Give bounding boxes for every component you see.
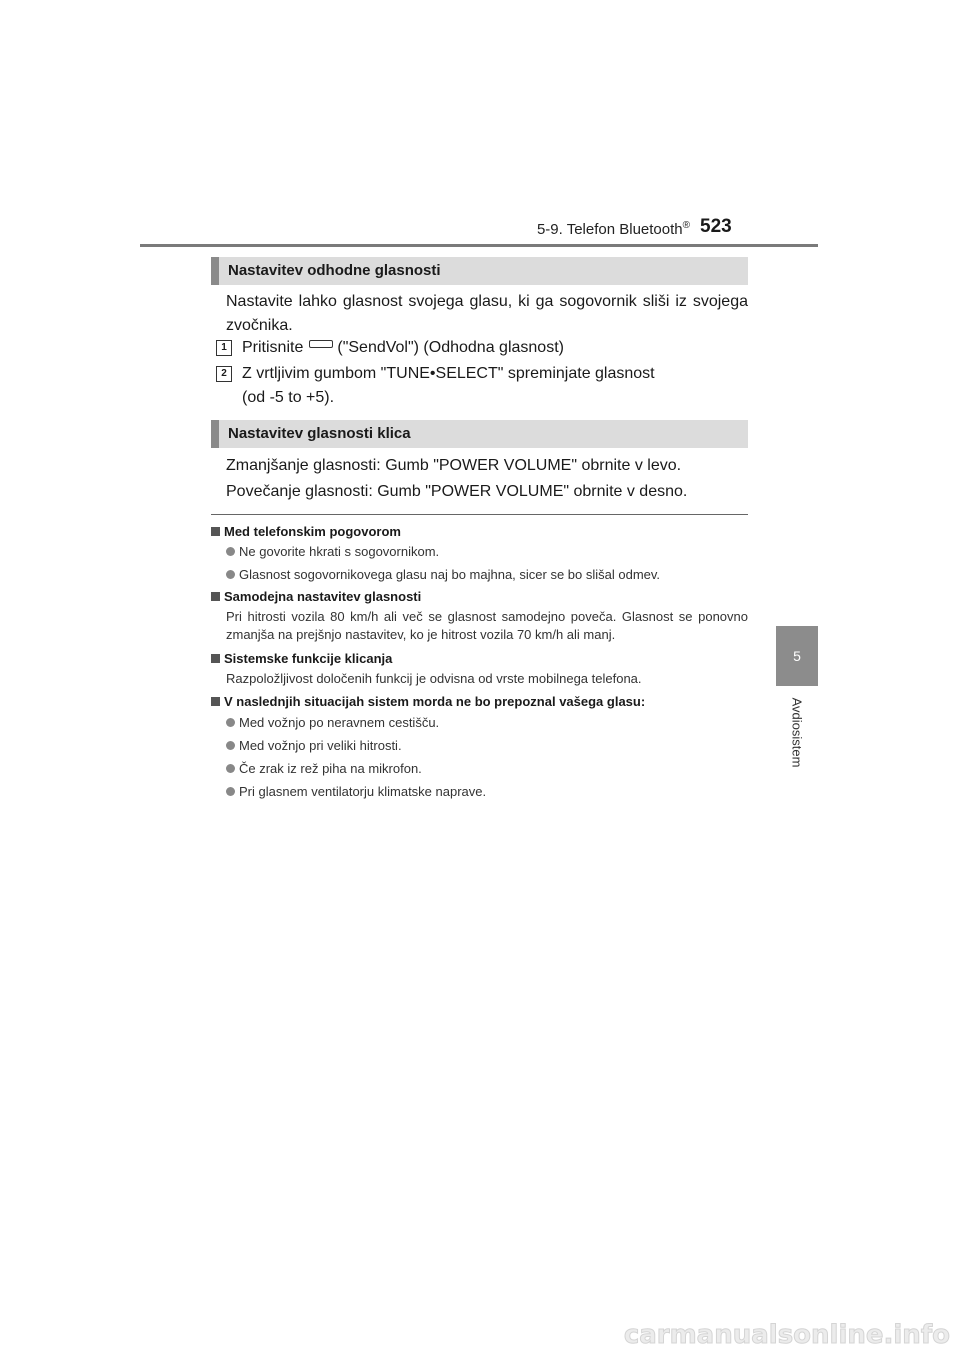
section-heading-call-volume: Nastavitev glasnosti klica bbox=[211, 420, 748, 448]
step-1 bbox=[242, 336, 748, 360]
note-heading-text: Sistemske funkcije klicanja bbox=[224, 651, 393, 666]
watermark-text: carmanualsonline.info bbox=[623, 1320, 950, 1350]
note-heading-text: Samodejna nastavitev glasnosti bbox=[224, 589, 422, 604]
note-bullet-text: Med vožnjo pri veliki hitrosti. bbox=[239, 738, 402, 753]
section-title: 5-9. Telefon Bluetooth bbox=[536, 221, 683, 238]
notes-divider bbox=[211, 514, 748, 515]
header-divider bbox=[140, 244, 818, 247]
square-bullet-icon bbox=[211, 654, 220, 663]
note-bullet-text: Med vožnjo po neravnem cestišču. bbox=[239, 715, 440, 730]
square-bullet-icon bbox=[211, 697, 220, 706]
volume-increase-text: Povečanje glasnosti: Gumb "POWER VOLUME" obrnite v desno. bbox=[226, 483, 688, 500]
step-1-text-after: ("SendVol") (Odhodna glasnost) bbox=[337, 339, 564, 356]
watermark bbox=[560, 1320, 950, 1350]
note-bullet-text: Ne govorite hkrati s sogovornikom. bbox=[239, 544, 440, 559]
note-paragraph: Razpoložljivost določenih funkcij je odvisna od vrste mobilnega telefona. bbox=[226, 671, 642, 686]
step-number-1: 1 bbox=[216, 340, 232, 356]
note-heading bbox=[211, 650, 751, 668]
note-heading-text: Med telefonskim pogovorom bbox=[224, 524, 401, 539]
volume-decrease-text: Zmanjšanje glasnosti: Gumb "POWER VOLUME" obrnite v levo. bbox=[226, 457, 682, 474]
note-heading bbox=[211, 523, 751, 541]
section-intro: Nastavite lahko glasnost svojega glasu, ki ga sogovornik sliši iz svojega zvočnika. bbox=[226, 293, 748, 334]
chapter-tab: 5 bbox=[776, 626, 818, 686]
step-1-text-before: Pritisnite bbox=[242, 339, 304, 356]
chapter-label: Avdiosistem bbox=[789, 697, 805, 767]
note-bullet bbox=[226, 737, 748, 755]
circle-bullet-icon bbox=[226, 764, 235, 773]
circle-bullet-icon bbox=[226, 741, 235, 750]
step-2 bbox=[242, 362, 748, 410]
circle-bullet-icon bbox=[226, 570, 235, 579]
circle-bullet-icon bbox=[226, 718, 235, 727]
running-header bbox=[0, 220, 690, 238]
note-heading bbox=[211, 588, 751, 606]
button-icon bbox=[309, 340, 333, 348]
step-number-2: 2 bbox=[216, 366, 232, 382]
note-bullet bbox=[226, 783, 748, 801]
note-bullet bbox=[226, 760, 748, 778]
circle-bullet-icon bbox=[226, 787, 235, 796]
section-heading-send-volume: Nastavitev odhodne glasnosti bbox=[211, 257, 748, 285]
note-bullet-text: Glasnost sogovornikovega glasu naj bo majhna, sicer se bo slišal odmev. bbox=[239, 567, 661, 582]
step-2-line-1: Z vrtljivim gumbom "TUNE•SELECT" spreminjate glasnost bbox=[242, 365, 655, 382]
page-number: 523 bbox=[700, 216, 732, 237]
note-bullet bbox=[226, 714, 748, 732]
note-bullet bbox=[226, 543, 748, 561]
note-paragraph: Pri hitrosti vozila 80 km/h ali več se glasnost samodejno poveča. Glasnost se ponovno zmanjša na prejšnjo nastavitev, ko je hitrost vozila 70 km/h ali manj. bbox=[226, 609, 748, 642]
note-heading bbox=[211, 693, 751, 711]
step-2-line-2: (od -5 to +5). bbox=[242, 389, 335, 406]
note-bullet-text: Pri glasnem ventilatorju klimatske naprave. bbox=[239, 784, 487, 799]
note-heading-text: V naslednjih situacijah sistem morda ne bo prepoznal vašega glasu: bbox=[224, 694, 646, 709]
chapter-label-tab bbox=[776, 690, 818, 774]
square-bullet-icon bbox=[211, 592, 220, 601]
registered-mark: ® bbox=[682, 220, 690, 231]
note-bullet-text: Če zrak iz rež piha na mikrofon. bbox=[239, 761, 422, 776]
square-bullet-icon bbox=[211, 527, 220, 536]
circle-bullet-icon bbox=[226, 547, 235, 556]
note-bullet bbox=[226, 566, 748, 584]
